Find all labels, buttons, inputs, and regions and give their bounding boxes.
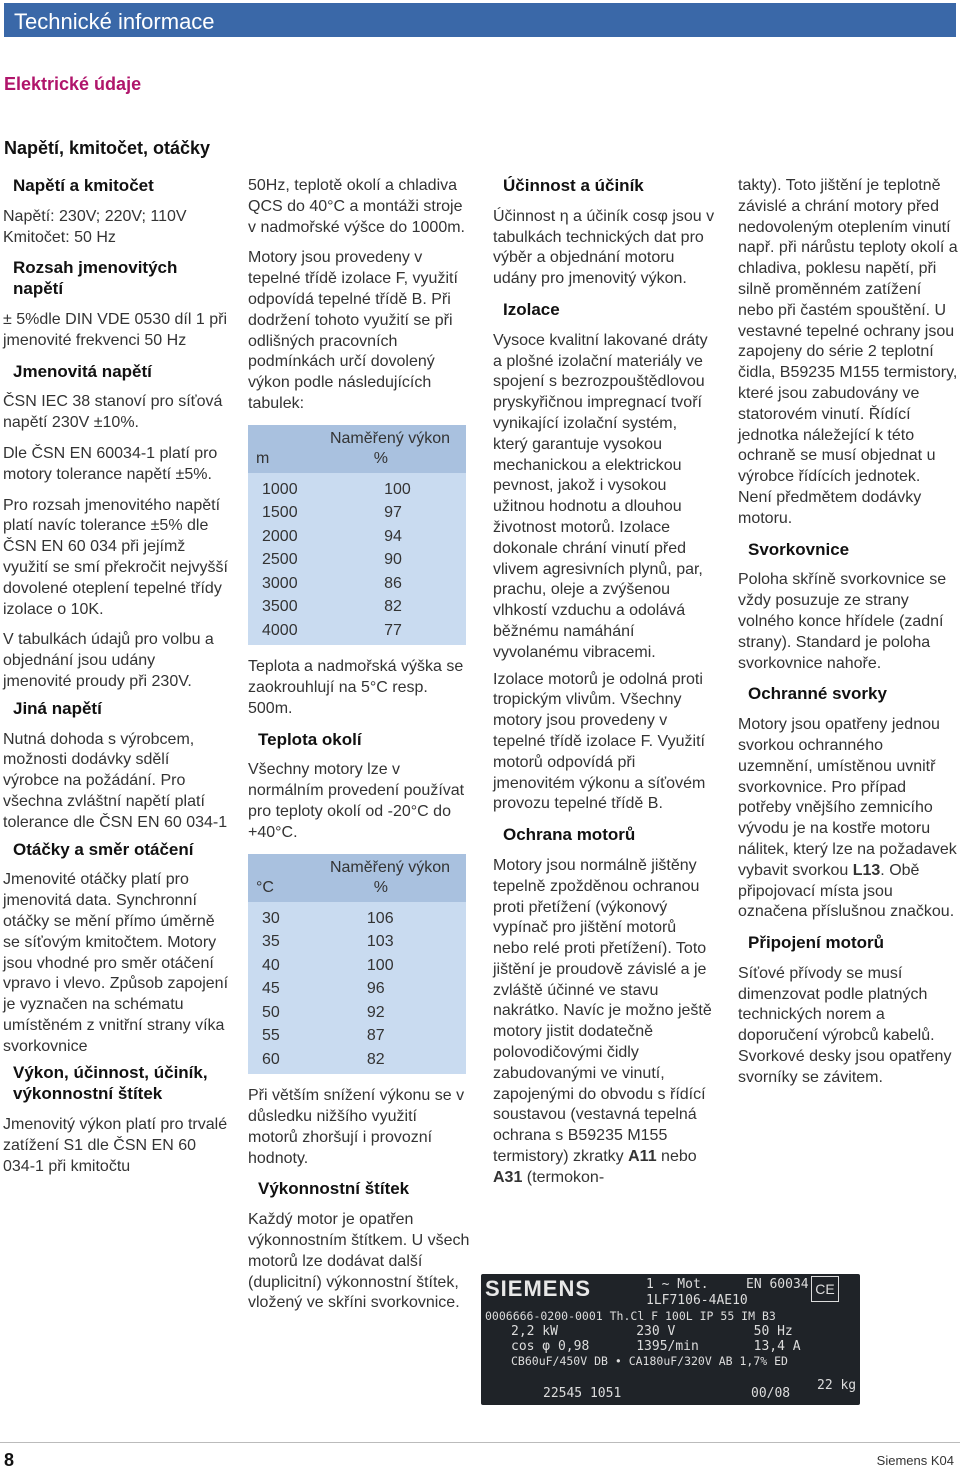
paragraph: Nutná dohoda s výrobcem, možnosti dodávky sdělí výrobce na požádání. Pro všechna zvláštní napětí platí tolerance dle ČSN EN 60 034-1 xyxy=(3,730,228,831)
temperature-power-table xyxy=(248,854,466,1075)
table-row xyxy=(248,977,466,1001)
table-row xyxy=(248,595,466,619)
paragraph: Vysoce kvalitní lakované dráty a plošné izolační materiály ve spojení s bezrozpouštědlovou pryskyřičnou impregnací tvoří vynikající izolační systém, který garantuje vysokou mechanickou a elektrickou pevnost, jakož i vysokou užitnou hodnotu a dlouhou životnost motorů. Izolace dokonale chrání vinutí před vlivem agresivních plynů, par, prachu, oleje a zvýšenou vlhkostí vzduchu a odolává běžnému namáhání vyvolanému vibracemi. xyxy=(493,331,708,661)
paragraph xyxy=(493,856,715,1189)
paragraph: ± 5%dle DIN VDE 0530 díl 1 při jmenovité frekvenci 50 Hz xyxy=(3,310,227,349)
paragraph: Teplota a nadmořská výška se zaokrouhlují na 5°C resp. 500m. xyxy=(248,658,464,717)
heading-ochrana: Ochrana motorů xyxy=(503,825,636,845)
heading-jina: Jiná napětí xyxy=(13,698,102,718)
paragraph: Pro rozsah jmenovitého napětí platí navíc tolerance ±5% dle ČSN EN 60 034 při jejímž využití se smí překročit nejvyšší dovolené oteplení tepelné třídy izolace o 10K. xyxy=(3,496,228,618)
heading-vykon: Výkon, účinnost, účiník, výkonnostní štítek xyxy=(13,1063,208,1104)
paragraph-text: Motory jsou opatřeny jednou svorkou ochranného uzemnění, umístěnou uvnitř svorkovnice. Pro případ potřeby vnějšího zemnicího vývodu je na kostře motoru nálitek, který lze na požadavek vybavit svorkou xyxy=(738,716,957,879)
heading-ochranne: Ochranné svorky xyxy=(748,684,887,704)
table-cell-key: 60 xyxy=(262,1050,280,1068)
table-cell-key: 2500 xyxy=(262,551,298,569)
column-3 xyxy=(493,176,715,1199)
table-cell-key: 50 xyxy=(262,1003,280,1021)
table-cell-value: 96 xyxy=(366,980,385,998)
table-header-col2: % xyxy=(373,878,388,896)
nameplate-text: 00/08 xyxy=(751,1386,791,1401)
table-row xyxy=(248,954,466,978)
heading-svorkovnice: Svorkovnice xyxy=(748,539,850,559)
paragraph: Jmenovité otáčky platí pro jmenovitá data. Synchronní otáčky se mění přímo úměrně se síťovým kmitočtem. Motory jsou vhodné pro směr otáčení vpravo i vlevo. Způsob zapojení je vyznačen na schématu umístěném z vnitřní strany víka svorkovnice xyxy=(3,871,229,1055)
footer-divider xyxy=(0,1442,960,1443)
table-cell-key: 2000 xyxy=(262,527,298,545)
header-title: Technické informace xyxy=(14,9,215,34)
table-header-col2: % xyxy=(373,449,388,467)
nameplate-text: EN 60034 xyxy=(746,1277,809,1292)
paragraph: Izolace motorů je odolná proti tropickým vlivům. Všechny motory jsou provedeny v tepelné třídě izolace F. Využití motorů odpovídá při jmenovitém výkonu a síťovém provozu tepelné třídě B. xyxy=(493,670,706,813)
nameplate-text: CB60uF/450V DB • CA180uF/320V AB 1,7% ED xyxy=(511,1354,788,1368)
table-header-col1: m xyxy=(256,449,270,467)
table-cell-key: 40 xyxy=(262,956,280,974)
paragraph-text: (termokon- xyxy=(522,1168,605,1186)
altitude-power-table xyxy=(248,425,466,646)
paragraph: Účinnost η a účiník cosφ jsou v tabulkách technických dat pro výběr a objednání motoru udány pro jmenovitý výkon. xyxy=(493,207,715,288)
table-header xyxy=(248,854,466,902)
table-cell-value: 90 xyxy=(384,551,402,569)
table-cell-key: 30 xyxy=(262,909,280,927)
table-cell-value: 106 xyxy=(366,909,394,927)
paragraph: Při větším snížení výkonu se v důsledku nižšího využití motorů zhoršují i provozní hodnoty. xyxy=(248,1087,465,1167)
table-row xyxy=(248,1048,466,1075)
nameplate-text: 22 kg xyxy=(817,1378,857,1393)
table-cell-key: 3500 xyxy=(262,598,298,616)
table-cell-value: 94 xyxy=(384,527,402,545)
heading-rozsah: Rozsah jmenovitých napětí xyxy=(13,258,178,299)
table-cell-value: 97 xyxy=(384,504,402,522)
table-cell-key: 55 xyxy=(262,1027,280,1045)
heading-jmenovita: Jmenovitá napětí xyxy=(13,361,152,381)
table-cell-key: 4000 xyxy=(262,621,298,639)
paragraph: Napětí: 230V; 220V; 110V Kmitočet: 50 Hz xyxy=(3,207,187,246)
paragraph: takty). Toto jištění je teplotně závislé a chrání motory před nedovoleným oteplením vinutí např. při nárůstu teploty okolí a chladiva, poklesu napětí, při silně proměnném zatížení nebo při častém spouštění. U vestavné tepelné ochrany jsou zapojeny do série 2 teplotní čidla, B59235 M155 termistory, které jsou zabudovány ve statorovém vinutí. Řídící jednotka náležející k této ochraně se musí objednat u výrobce řídících jednotek. Není předmětem dodávky motoru. xyxy=(738,177,958,527)
table-cell-key: 45 xyxy=(262,980,280,998)
table-cell-value: 100 xyxy=(366,956,394,974)
table-header-top: Naměřený výkon xyxy=(329,858,450,876)
nameplate-text: 1LF7106-4AE10 xyxy=(646,1293,748,1308)
heading-izolace: Izolace xyxy=(503,299,560,319)
code-l13: L13 xyxy=(852,861,881,879)
table-row xyxy=(248,1001,466,1025)
heading-ucinnost: Účinnost a účiník xyxy=(503,176,644,195)
paragraph-text: . Obě připojovací místa jsou označena příslušnou značkou. xyxy=(738,861,955,921)
nameplate-text: 2,2 kW 230 V 50 Hz xyxy=(511,1324,793,1339)
table-row xyxy=(248,473,466,502)
table-body xyxy=(248,902,466,1075)
heading-teplota: Teplota okolí xyxy=(258,729,362,749)
page-number: 8 xyxy=(4,1450,15,1470)
table-cell-value: 77 xyxy=(384,621,402,639)
nameplate-text: cos φ 0,98 1395/min 13,4 A xyxy=(511,1339,801,1354)
column-1 xyxy=(3,176,228,1187)
heading-napeti-kmitocet: Napětí a kmitočet xyxy=(13,176,154,195)
table-row xyxy=(248,902,466,931)
paragraph: ČSN IEC 38 stanoví pro síťová napětí 230V ±10%. xyxy=(3,393,223,432)
paragraph-text: Motory jsou normálně jištěny tepelně zpožděnou ochranou proti přetížení (výkonový vypínač pro jištění motorů nebo relé proti přetížení). Toto jištění je proudově závislé a je zvláště účinné ve stavu nakrátko. Navíc je možno ještě motory jistit dodatečně polovodičovými čidly zabudovanými ve vinutí, zapojenými do obvodu s řídící soustavou (vestavná tepelná ochrana s B59235 M155 termistory) zkratky xyxy=(493,856,712,1166)
paragraph: Síťové přívody se musí dimenzovat podle platných technických norem a doporučení výrobců kabelů. Svorkové desky jsou opatřeny svorníky se závitem. xyxy=(738,964,952,1086)
table-cell-value: 100 xyxy=(384,480,411,498)
paragraph: Motory jsou provedeny v tepelné třídě izolace F, využití odpovídá tepelné třídě B. Při dodržení tohoto využití se při odlišných pracovních podmínkách určí dovolený výkon podle následujících tabulek: xyxy=(248,249,458,412)
paragraph: Dle ČSN EN 60034-1 platí pro motory tolerance napětí ±5%. xyxy=(3,444,218,483)
table-row xyxy=(248,619,466,646)
paragraph-text: nebo xyxy=(656,1148,697,1166)
nameplate-text: 1 ~ Mot. xyxy=(646,1277,709,1292)
ce-mark-icon: CE xyxy=(811,1276,839,1302)
section-title: Elektrické údaje xyxy=(4,74,142,94)
nameplate-text: 22545 1051 xyxy=(543,1386,622,1401)
table-row xyxy=(248,525,466,549)
table-body xyxy=(248,473,466,646)
siemens-logo: SIEMENS xyxy=(485,1276,592,1301)
table-cell-value: 82 xyxy=(384,598,402,616)
subsection-title: Napětí, kmitočet, otáčky xyxy=(4,138,211,158)
heading-otacky: Otáčky a směr otáčení xyxy=(13,839,194,859)
table-cell-key: 1000 xyxy=(262,480,298,498)
paragraph: 50Hz, teplotě okolí a chladiva QCS do 40°C a montáži stroje v nadmořské výšce do 1000m. xyxy=(248,177,465,236)
paragraph: Poloha skříně svorkovnice se vždy posuzuje ze strany volného konce hřídele (zadní strany). Standard je poloha svorkovnice nahoře. xyxy=(738,571,947,672)
table-cell-value: 87 xyxy=(366,1027,385,1045)
heading-stitek: Výkonnostní štítek xyxy=(258,1179,410,1199)
table-cell-key: 35 xyxy=(262,933,280,951)
table-row xyxy=(248,548,466,572)
code-a11: A11 xyxy=(628,1148,657,1166)
paragraph xyxy=(738,715,958,923)
table-row xyxy=(248,1024,466,1048)
paragraph: V tabulkách údajů pro volbu a objednání jsou udány jmenovité proudy při 230V. xyxy=(3,631,214,690)
heading-pripojeni: Připojení motorů xyxy=(748,933,884,953)
table-cell-key: 3000 xyxy=(262,574,298,592)
table-row xyxy=(248,572,466,596)
motor-nameplate-photo xyxy=(481,1274,860,1405)
nameplate-text: 0006666-0200-0001 Th.Cl F 100L IP 55 IM B3 xyxy=(485,1309,776,1323)
table-header-col1: °C xyxy=(256,878,274,896)
table-cell-value: 82 xyxy=(366,1050,385,1068)
footer-publication: Siemens K04 xyxy=(876,1453,954,1468)
table-row xyxy=(248,930,466,954)
table-row xyxy=(248,501,466,525)
table-cell-value: 103 xyxy=(366,933,394,951)
table-cell-key: 1500 xyxy=(262,504,298,522)
table-cell-value: 92 xyxy=(366,1003,385,1021)
column-2 xyxy=(248,176,470,1324)
column-4 xyxy=(738,176,958,1099)
paragraph: Všechny motory lze v normálním provedení používat pro teploty okolí od -20°C do +40°C. xyxy=(248,761,465,841)
table-cell-value: 86 xyxy=(384,574,402,592)
page-header xyxy=(4,3,956,37)
paragraph: Každý motor je opatřen výkonnostním štítkem. U všech motorů lze dodávat další (duplicitní) výkonnostní štítek, vložený ve skříni svorkovnice. xyxy=(248,1211,470,1312)
table-header-top: Naměřený výkon xyxy=(329,429,450,447)
code-a31: A31 xyxy=(493,1168,523,1186)
paragraph: Jmenovitý výkon platí pro trvalé zatížení S1 dle ČSN EN 60 034-1 při kmitočtu xyxy=(3,1116,228,1175)
table-header xyxy=(248,425,466,473)
